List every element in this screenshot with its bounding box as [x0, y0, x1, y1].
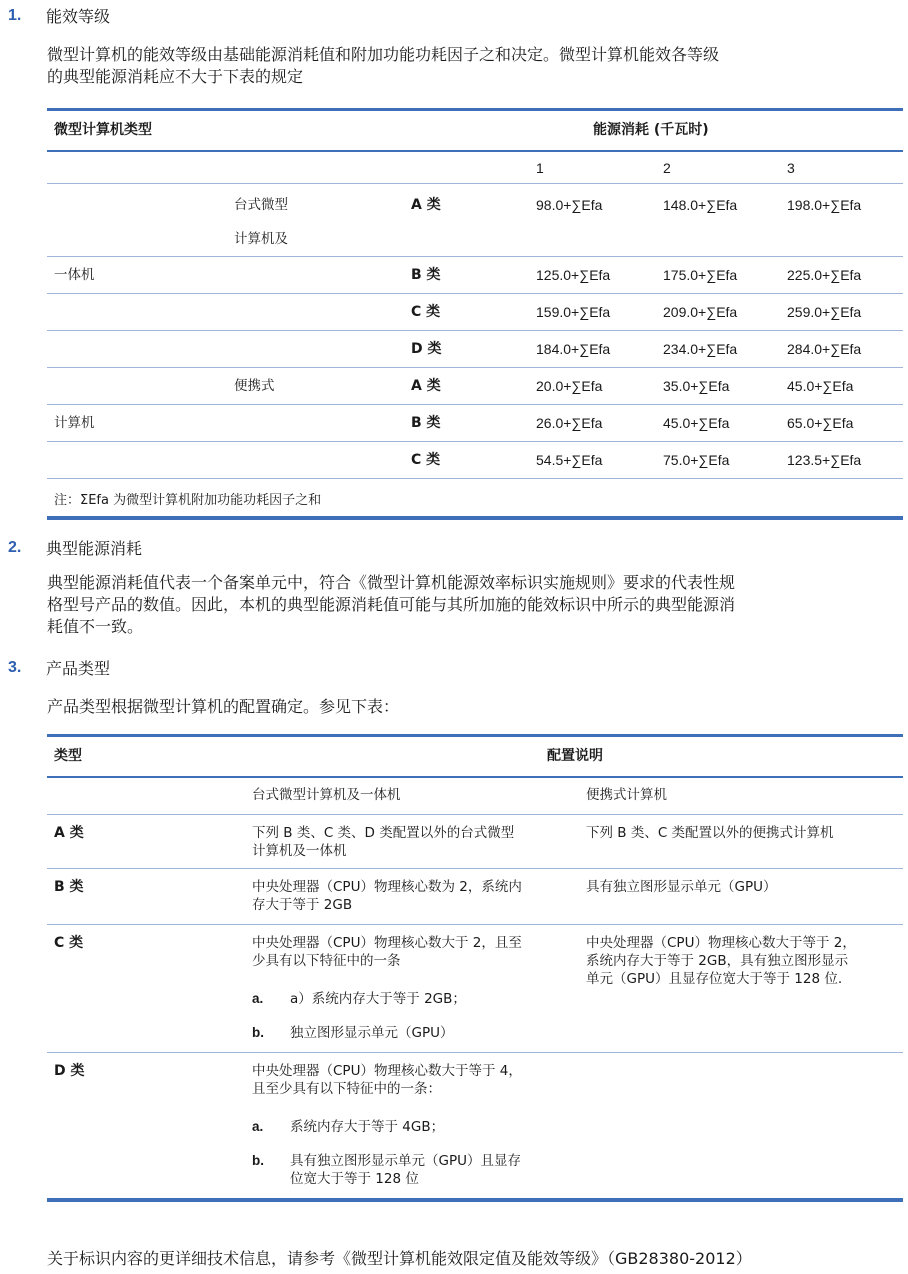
- section-2-paragraph: [47, 572, 892, 638]
- desktop-desc: 计算机及一体机: [252, 843, 347, 859]
- desktop-desc: 中央处理器（CPU）物理核心数为 2，系统内: [252, 879, 522, 895]
- table-rule: [47, 183, 903, 184]
- section-number: 2.: [8, 538, 22, 556]
- class-cell: A 类: [54, 825, 84, 841]
- footer-reference: 关于标识内容的更详细技术信息，请参考《微型计算机能效限定值及能效等级》（GB28380-2012）: [47, 1249, 752, 1268]
- class-cell: D 类: [411, 341, 442, 357]
- class-cell: B 类: [411, 415, 441, 431]
- group-portable-label: 便携式: [234, 378, 275, 394]
- table-rule: [47, 108, 903, 111]
- section-1-heading: [8, 4, 110, 27]
- feature-item: [252, 1152, 521, 1188]
- product-type-table: [47, 734, 903, 1206]
- feature-label: b.: [252, 1153, 264, 1168]
- value-cell: 184.0+∑Efa: [536, 341, 611, 357]
- section-number: 3.: [8, 658, 22, 676]
- feature-label: b.: [252, 1025, 264, 1040]
- class-cell: D 类: [54, 1063, 85, 1079]
- table-header-type: 类型: [54, 748, 82, 764]
- desktop-desc: 且至少具有以下特征中的一条：: [252, 1081, 441, 1097]
- paragraph-line: 产品类型根据微型计算机的配置确定。参见下表：: [47, 697, 400, 716]
- section-3-paragraph: [47, 696, 892, 718]
- portable-desc: 中央处理器（CPU）物理核心数大于等于 2，: [586, 935, 856, 951]
- table-header-config: 配置说明: [547, 748, 603, 764]
- class-cell: C 类: [54, 935, 84, 951]
- value-cell: 26.0+∑Efa: [536, 415, 603, 431]
- table-rule: [47, 404, 903, 405]
- class-cell: A 类: [411, 197, 441, 213]
- portable-desc: 下列 B 类、C 类配置以外的便携式计算机: [586, 825, 834, 841]
- grade-2-header: 2: [663, 160, 671, 176]
- feature-label: a.: [252, 991, 264, 1006]
- portable-desc: 系统内存大于等于 2GB，具有独立图形显示: [586, 953, 849, 969]
- value-cell: 284.0+∑Efa: [787, 341, 862, 357]
- paragraph-line: 的典型能源消耗应不大于下表的规定: [47, 67, 304, 86]
- value-cell: 123.5+∑Efa: [787, 452, 862, 468]
- paragraph-line: 微型计算机的能效等级由基础能源消耗值和附加功能功耗因子之和决定。微型计算机能效各等级: [47, 45, 720, 64]
- table-rule: [47, 924, 903, 925]
- table-rule: [47, 776, 903, 778]
- table-rule: [47, 441, 903, 442]
- table-rule: [47, 516, 903, 520]
- class-cell: A 类: [411, 378, 441, 394]
- feature-text-line: 位宽大于等于 128 位: [290, 1171, 419, 1187]
- group-portable-label: 计算机: [54, 415, 95, 431]
- grade-1-header: 1: [536, 160, 544, 176]
- table-rule: [47, 150, 903, 152]
- feature-text: a）系统内存大于等于 2GB；: [290, 991, 466, 1007]
- table-rule: [47, 1198, 903, 1202]
- value-cell: 54.5+∑Efa: [536, 452, 603, 468]
- paragraph-line: 耗值不一致。: [47, 617, 144, 636]
- table-rule: [47, 1052, 903, 1053]
- table-rule: [47, 478, 903, 479]
- feature-item: [252, 990, 466, 1008]
- value-cell: 98.0+∑Efa: [536, 197, 603, 213]
- table-rule: [47, 814, 903, 815]
- value-cell: 20.0+∑Efa: [536, 378, 603, 394]
- table-rule: [47, 256, 903, 257]
- feature-item: [252, 1118, 444, 1136]
- value-cell: 209.0+∑Efa: [663, 304, 738, 320]
- value-cell: 65.0+∑Efa: [787, 415, 854, 431]
- class-cell: C 类: [411, 452, 441, 468]
- desktop-desc: 少具有以下特征中的一条: [252, 953, 401, 969]
- desktop-desc: 中央处理器（CPU）物理核心数大于 2，且至: [252, 935, 522, 951]
- portable-desc: 具有独立图形显示单元（GPU）: [586, 879, 777, 895]
- table-rule: [47, 293, 903, 294]
- feature-label: a.: [252, 1119, 264, 1134]
- grade-3-header: 3: [787, 160, 795, 176]
- feature-text-line: 具有独立图形显示单元（GPU）且显存: [290, 1153, 521, 1169]
- table-note: 注：ΣEfa 为微型计算机附加功能功耗因子之和: [54, 493, 322, 508]
- table-header-energy: 能源消耗 (千瓦时): [593, 122, 709, 138]
- value-cell: 225.0+∑Efa: [787, 267, 862, 283]
- value-cell: 45.0+∑Efa: [663, 415, 730, 431]
- feature-item: [252, 1024, 453, 1042]
- table-rule: [47, 868, 903, 869]
- class-cell: B 类: [54, 879, 84, 895]
- section-1-paragraph: [47, 44, 892, 88]
- value-cell: 75.0+∑Efa: [663, 452, 730, 468]
- section-2-heading: [8, 536, 142, 559]
- desktop-desc: 存大于等于 2GB: [252, 897, 353, 913]
- feature-text: 独立图形显示单元（GPU）: [290, 1025, 454, 1041]
- energy-consumption-table: [47, 108, 903, 522]
- value-cell: 148.0+∑Efa: [663, 197, 738, 213]
- section-title: 能效等级: [46, 7, 111, 26]
- column-portable: 便携式计算机: [586, 787, 667, 803]
- group-desktop-label: 台式微型: [234, 197, 288, 213]
- value-cell: 198.0+∑Efa: [787, 197, 862, 213]
- value-cell: 234.0+∑Efa: [663, 341, 738, 357]
- class-cell: B 类: [411, 267, 441, 283]
- feature-text: [290, 1152, 521, 1188]
- value-cell: 35.0+∑Efa: [663, 378, 730, 394]
- section-title: 产品类型: [46, 659, 111, 678]
- section-number: 1.: [8, 6, 22, 24]
- value-cell: 125.0+∑Efa: [536, 267, 611, 283]
- column-desktop: 台式微型计算机及一体机: [252, 787, 401, 803]
- value-cell: 175.0+∑Efa: [663, 267, 738, 283]
- section-title: 典型能源消耗: [46, 539, 143, 558]
- value-cell: 45.0+∑Efa: [787, 378, 854, 394]
- feature-text: 系统内存大于等于 4GB；: [290, 1119, 445, 1135]
- table-rule: [47, 367, 903, 368]
- portable-desc: 单元（GPU）且显存位宽大于等于 128 位.: [586, 971, 843, 987]
- desktop-desc: 下列 B 类、C 类、D 类配置以外的台式微型: [252, 825, 515, 841]
- group-desktop-label: 一体机: [54, 267, 95, 283]
- table-rule: [47, 734, 903, 737]
- paragraph-line: 典型能源消耗值代表一个备案单元中，符合《微型计算机能源效率标识实施规则》要求的代表性规: [47, 573, 736, 592]
- group-desktop-label: 计算机及: [234, 231, 288, 247]
- table-header-type: 微型计算机类型: [54, 122, 152, 138]
- section-3-heading: [8, 656, 110, 679]
- desktop-desc: 中央处理器（CPU）物理核心数大于等于 4，: [252, 1063, 522, 1079]
- value-cell: 259.0+∑Efa: [787, 304, 862, 320]
- paragraph-line: 格型号产品的数值。因此，本机的典型能源消耗值可能与其所加施的能效标识中所示的典型能源消: [47, 595, 736, 614]
- class-cell: C 类: [411, 304, 441, 320]
- value-cell: 159.0+∑Efa: [536, 304, 611, 320]
- table-rule: [47, 330, 903, 331]
